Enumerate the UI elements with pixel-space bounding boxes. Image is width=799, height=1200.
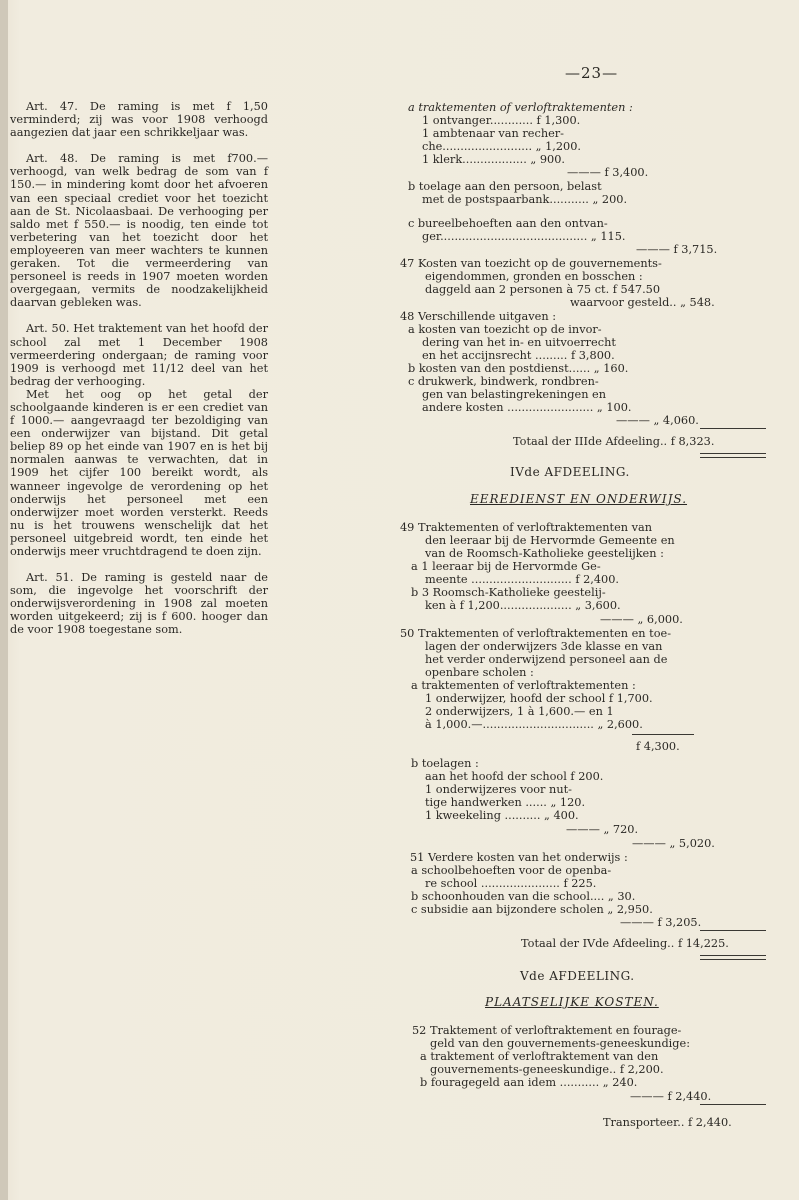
rule xyxy=(700,428,766,429)
note-art-47: Art. 47. De raming is met f 1,50 verminderd; zij was voor 1908 verhoogd aangezien dat jaar een schrikkeljaar was. xyxy=(10,100,268,140)
art-50-b-3: tige handwerken ...... „ 120. xyxy=(425,796,586,809)
art-49-line-3: van de Roomsch-Katholieke geestelijken : xyxy=(425,547,664,560)
page-number: —23— xyxy=(565,64,619,82)
art-52-b: b fouragegeld aan idem ........... „ 240. xyxy=(420,1076,638,1089)
total-art-46: ——— f 3,715. xyxy=(636,243,718,256)
art-47-line-3: daggeld aan 2 personen à 75 ct. f 547.50 xyxy=(425,283,661,296)
art-50-a-1: 1 onderwijzer, hoofd der school f 1,700. xyxy=(425,692,653,705)
art-47-line-2: eigendommen, gronden en bosschen : xyxy=(425,270,643,283)
explanatory-notes-column xyxy=(10,100,268,650)
art-48-a-3: en het accijnsrecht ......... f 3,800. xyxy=(422,349,615,362)
art-50-a-3: à 1,000.—............................... „ 2,600. xyxy=(425,718,643,731)
total-afdeeling-iv: Totaal der IVde Afdeeling.. f 14,225. xyxy=(521,937,729,950)
line-klerk: 1 klerk.................. „ 900. xyxy=(422,153,565,166)
art-52-a-2: gouvernements-geneeskundige.. f 2,200. xyxy=(430,1063,664,1076)
art-51-b: b schoonhouden van die school.... „ 30. xyxy=(411,890,636,903)
art-50-line-1: 50 Traktementen of verloftraktementen en toe- xyxy=(400,627,672,640)
subtotal-art-50-b: ——— „ 720. xyxy=(566,823,639,836)
total-art-52: ——— f 2,440. xyxy=(630,1090,712,1103)
line-c-1: c bureelbehoeften aan den ontvan- xyxy=(408,217,608,230)
art-51-c: c subsidie aan bijzondere scholen „ 2,950. xyxy=(411,903,653,916)
art-49-b-2: ken à f 1,200.................... „ 3,600. xyxy=(425,599,621,612)
art-48-c-2: gen van belastingrekeningen en xyxy=(422,388,607,401)
art-50-a: a traktementen of verloftraktementen : xyxy=(411,679,636,692)
art-49-a-2: meente ............................ f 2,400. xyxy=(425,573,620,586)
note-art-51: Art. 51. De raming is gesteld naar de som, die ingevolge het voorschrift der onderwijsverordening in 1908 zal moeten worden uitgekeerd; zij is f 600. hooger dan de voor 1908 toegestane som. xyxy=(10,571,268,637)
line-b-1: b toelage aan den persoon, belast xyxy=(408,180,602,193)
art-50-b: b toelagen : xyxy=(411,757,479,770)
transporteer: Transporteer.. f 2,440. xyxy=(603,1116,732,1129)
subtotal-a: ——— f 3,400. xyxy=(567,166,649,179)
line-a-trakt: a traktementen of verloftraktementen : xyxy=(408,101,633,114)
heading-eeredienst-onderwijs: EEREDIENST EN ONDERWIJS. xyxy=(470,492,688,506)
art-51-a-2: re school ...................... f 225. xyxy=(425,877,597,890)
total-art-49: ——— „ 6,000. xyxy=(600,613,683,626)
art-48-c-3: andere kosten ........................ „ 100. xyxy=(422,401,632,414)
art-51-line-1: 51 Verdere kosten van het onderwijs : xyxy=(410,851,628,864)
art-48-c-1: c drukwerk, bindwerk, rondbren- xyxy=(408,375,599,388)
art-52-line-1: 52 Traktement of verloftraktement en fourage- xyxy=(412,1024,682,1037)
binding-spine xyxy=(0,0,8,1200)
total-art-50: ——— „ 5,020. xyxy=(632,837,715,850)
art-49-b-1: b 3 Roomsch-Katholieke geestelij- xyxy=(411,586,606,599)
note-art-50-continued: Met het oog op het getal der schoolgaande kinderen is er een crediet van f 1000.— aangevraagd ter bezoldiging van een onderwijzer van bijstand. Dit getal beliep 89 op het einde van 1907 en is het bij normalen aanwas te verwachten, dat in 1909 het cijfer 100 bereikt wordt, als wanneer ingevolge de verordening op het onderwijs het personeel met een onderwijzer moet worden versterkt. Reeds nu is het trouwens wenschelijk dat het personeel uitgebreid wordt, ten einde het onderwijs meer vruchtdragend te doen zijn. xyxy=(10,387,268,558)
art-48-a-2: dering van het in- en uitvoerrecht xyxy=(422,336,616,349)
art-49-line-1: 49 Traktementen of verloftraktementen van xyxy=(400,521,653,534)
art-50-line-4: openbare scholen : xyxy=(425,666,534,679)
art-52-a-1: a traktement of verloftraktement van den xyxy=(420,1050,659,1063)
rule xyxy=(700,1104,766,1105)
heading-afdeeling-iv: IVde AFDEELING. xyxy=(510,465,630,479)
art-51-a-1: a schoolbehoeften voor de openba- xyxy=(411,864,612,877)
line-ambtenaar-1: 1 ambtenaar van recher- xyxy=(422,127,564,140)
art-50-b-2: 1 onderwijzeres voor nut- xyxy=(425,783,572,796)
art-49-a-1: a 1 leeraar bij de Hervormde Ge- xyxy=(411,560,601,573)
art-49-line-2: den leeraar bij de Hervormde Gemeente en xyxy=(425,534,675,547)
rule xyxy=(700,930,766,931)
line-ambtenaar-2: che......................... „ 1,200. xyxy=(422,140,582,153)
art-50-b-4: 1 kweekeling .......... „ 400. xyxy=(425,809,579,822)
art-47-line-4: waarvoor gesteld.. „ 548. xyxy=(570,296,715,309)
art-52-line-2: geld van den gouvernements-geneeskundige: xyxy=(430,1037,691,1050)
note-art-50: Art. 50. Het traktement van het hoofd der school zal met 1 December 1908 vermeerdering ondergaan; de raming voor 1909 is verhoogd met 11/12 deel van het bedrag der verhooging. xyxy=(10,322,268,388)
art-50-line-3: het verder onderwijzend personeel aan de xyxy=(425,653,668,666)
art-48-line-1: 48 Verschillende uitgaven : xyxy=(400,310,557,323)
art-47-line-1: 47 Kosten van toezicht op de gouvernements- xyxy=(400,257,662,270)
total-art-48: ——— „ 4,060. xyxy=(616,414,699,427)
total-afdeeling-iii: Totaal der IIIde Afdeeling.. f 8,323. xyxy=(513,435,715,448)
art-50-a-2: 2 onderwijzers, 1 à 1,600.— en 1 xyxy=(425,705,614,718)
heading-afdeeling-v: Vde AFDEELING. xyxy=(520,969,635,983)
art-50-line-2: lagen der onderwijzers 3de klasse en van xyxy=(425,640,663,653)
heading-plaatselijke-kosten: PLAATSELIJKE KOSTEN. xyxy=(485,995,659,1009)
double-rule xyxy=(700,955,766,960)
rule xyxy=(632,734,694,735)
art-48-b: b kosten van den postdienst...... „ 160. xyxy=(408,362,629,375)
art-50-b-1: aan het hoofd der school f 200. xyxy=(425,770,604,783)
line-b-2: met de postspaarbank........... „ 200. xyxy=(422,193,628,206)
line-c-2: ger......................................... „ 115. xyxy=(422,230,626,243)
note-art-48: Art. 48. De raming is met f700.— verhoogd, van welk bedrag de som van f 150.— in mindering komt door het afvoeren van een speciaal crediet voor het toezicht aan de St. Nicolaasbaai. De verhooging per saldo met f 550.— is noodig, ten einde tot verbetering van het toezicht door het employeeren van meer wachters te kunnen geraken. Tot die vermeerdering van personeel is reeds in 1907 moeten worden overgegaan, vermits de noodzakelijkheid daarvan gebleken was. xyxy=(10,152,268,310)
line-ontvanger: 1 ontvanger............ f 1,300. xyxy=(422,114,581,127)
art-48-a-1: a kosten van toezicht op de invor- xyxy=(408,323,602,336)
double-rule xyxy=(700,453,766,458)
subtotal-art-50-a: f 4,300. xyxy=(636,740,680,753)
total-art-51: ——— f 3,205. xyxy=(620,916,702,929)
